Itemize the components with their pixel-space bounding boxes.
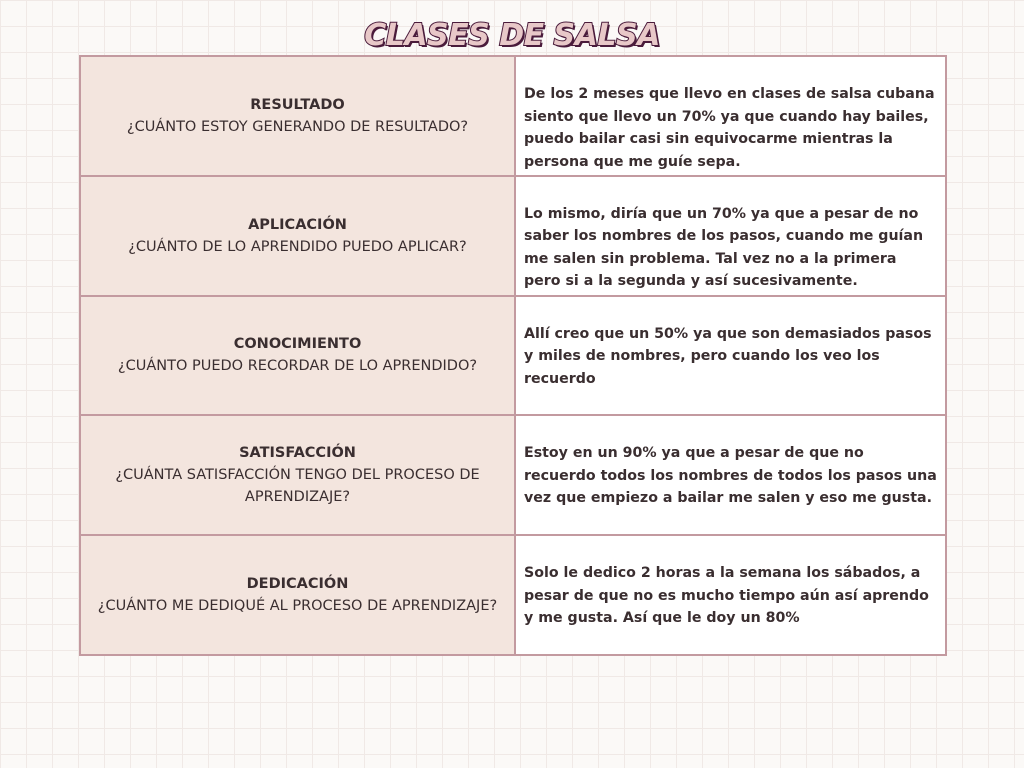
row-answer: Allí creo que un 50% ya que son demasiados pasos y miles de nombres, pero cuando los veo los recuerdo bbox=[524, 325, 932, 387]
row-label-cell-conocimiento bbox=[81, 297, 514, 415]
page-title: CLASES DE SALSA bbox=[364, 18, 660, 53]
row-label-cell-satisfaccion bbox=[81, 416, 514, 534]
row-answer: Lo mismo, diría que un 70% ya que a pesar de no saber los nombres de los pasos, cuando me guían me salen sin problema. Tal vez no a la primera pero si a la segunda y así sucesivamente. bbox=[524, 205, 924, 290]
row-label-cell-aplicacion bbox=[81, 177, 514, 295]
row-question: ¿CUÁNTO ESTOY GENERANDO DE RESULTADO? bbox=[126, 118, 469, 135]
row-question: ¿CUÁNTA SATISFACCIÓN TENGO DEL PROCESO DE APRENDIZAJE? bbox=[115, 467, 480, 506]
row-label-cell-resultado bbox=[81, 57, 514, 175]
row-question: ¿CUÁNTO PUEDO RECORDAR DE LO APRENDIDO? bbox=[117, 358, 478, 375]
row-answer-cell-resultado bbox=[516, 57, 945, 175]
row-answer-cell-aplicacion bbox=[516, 177, 945, 295]
row-answer-cell-satisfaccion bbox=[516, 416, 945, 534]
evaluation-table bbox=[79, 55, 947, 656]
row-answer-cell-dedicacion bbox=[516, 536, 945, 654]
row-heading: CONOCIMIENTO bbox=[233, 336, 362, 353]
row-heading: RESULTADO bbox=[250, 96, 345, 113]
row-label-cell-dedicacion bbox=[81, 536, 514, 654]
row-heading: APLICACIÓN bbox=[248, 216, 347, 233]
row-question: ¿CUÁNTO ME DEDIQUÉ AL PROCESO DE APRENDIZAJE? bbox=[97, 598, 498, 615]
row-question: ¿CUÁNTO DE LO APRENDIDO PUEDO APLICAR? bbox=[128, 238, 467, 255]
row-answer: De los 2 meses que llevo en clases de salsa cubana siento que llevo un 70% ya que cuando hay bailes, puedo bailar casi sin equivocarme mientras la persona que me guíe sepa. bbox=[524, 86, 935, 170]
row-heading: DEDICACIÓN bbox=[246, 576, 349, 593]
row-answer: Estoy en un 90% ya que a pesar de que no recuerdo todos los nombres de todos los pasos una vez que empiezo a bailar me salen y eso me gusta. bbox=[524, 445, 937, 507]
row-answer: Solo le dedico 2 horas a la semana los sábados, a pesar de que no es mucho tiempo aún así aprendo y me gusta. Así que le doy un 80% bbox=[524, 565, 929, 627]
row-heading: SATISFACCIÓN bbox=[239, 445, 356, 462]
row-answer-cell-conocimiento bbox=[516, 297, 945, 415]
